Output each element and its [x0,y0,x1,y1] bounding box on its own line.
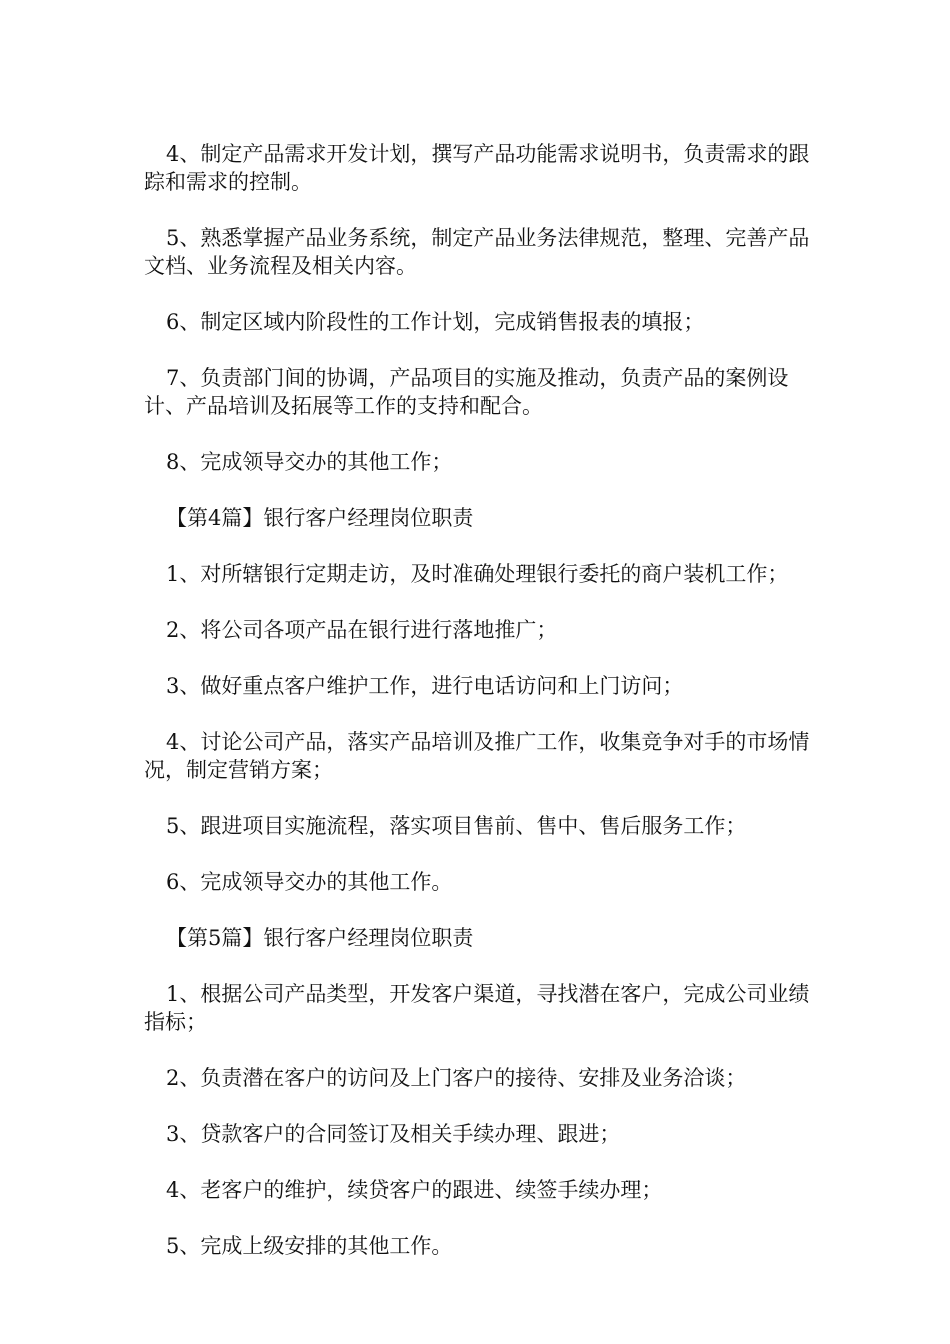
paragraph: 7、负责部门间的协调，产品项目的实施及推动，负责产品的案例设计、产品培训及拓展等工作的支持和配合。 [144,366,789,418]
paragraph: 2、负责潜在客户的访问及上门客户的接待、安排及业务洽谈； [166,1066,747,1090]
paragraph: 5、完成上级安排的其他工作。 [166,1234,453,1258]
paragraph: 8、完成领导交办的其他工作； [166,450,453,474]
paragraph: 1、对所辖银行定期走访，及时准确处理银行委托的商户装机工作； [166,562,789,586]
document-body [144,140,816,1288]
paragraph: 6、制定区域内阶段性的工作计划，完成销售报表的填报； [166,310,705,334]
section-heading: 【第4篇】银行客户经理岗位职责 [166,506,474,530]
paragraph: 4、制定产品需求开发计划，撰写产品功能需求说明书，负责需求的跟踪和需求的控制。 [144,142,810,194]
paragraph: 4、讨论公司产品，落实产品培训及推广工作，收集竞争对手的市场情况，制定营销方案； [144,730,810,782]
paragraph: 1、根据公司产品类型，开发客户渠道，寻找潜在客户，完成公司业绩指标； [144,982,810,1034]
section-heading: 【第5篇】银行客户经理岗位职责 [166,926,474,950]
paragraph: 2、将公司各项产品在银行进行落地推广； [166,618,558,642]
paragraph: 6、完成领导交办的其他工作。 [166,870,453,894]
paragraph: 5、熟悉掌握产品业务系统，制定产品业务法律规范，整理、完善产品文档、业务流程及相关内容。 [144,226,810,278]
paragraph: 3、做好重点客户维护工作，进行电话访问和上门访问； [166,674,684,698]
paragraph: 3、贷款客户的合同签订及相关手续办理、跟进； [166,1122,621,1146]
paragraph: 5、跟进项目实施流程，落实项目售前、售中、售后服务工作； [166,814,747,838]
paragraph: 4、老客户的维护，续贷客户的跟进、续签手续办理； [166,1178,663,1202]
